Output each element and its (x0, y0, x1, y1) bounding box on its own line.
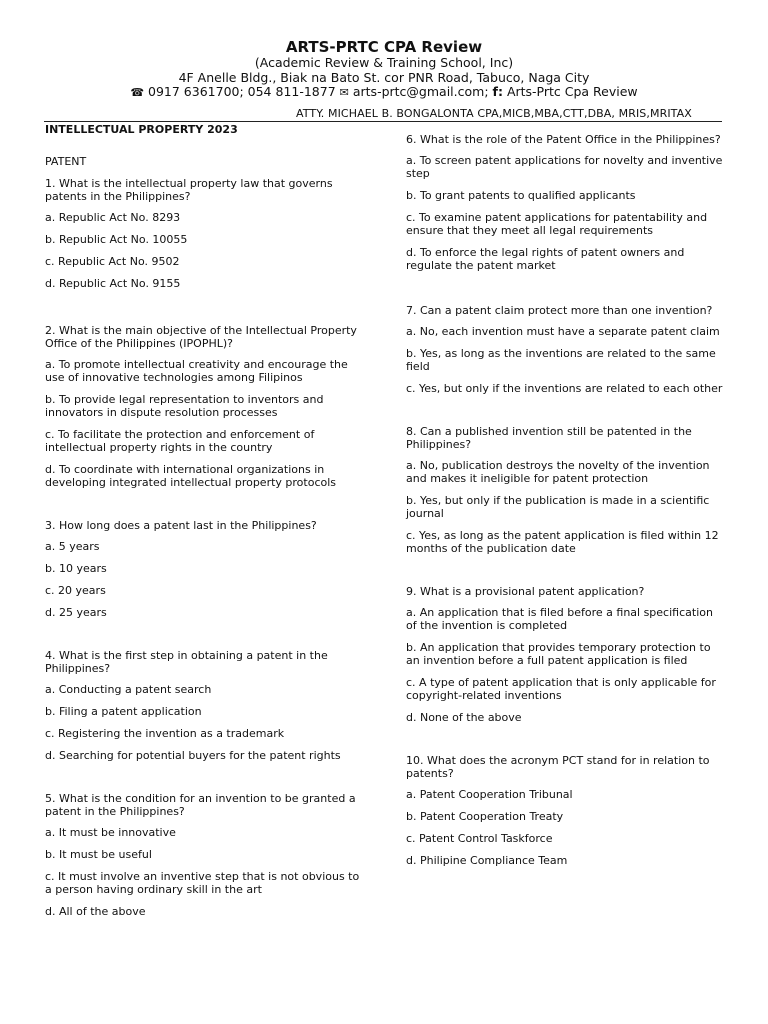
question-block (45, 792, 363, 918)
question-block (45, 177, 363, 290)
answer-option: b. Filing a patent application (45, 705, 202, 718)
author-line: ATTY. MICHAEL B. BONGALONTA CPA,MICB,MBA,CTT,DBA, MRIS,MRITAX (296, 107, 692, 120)
question-text: 9. What is a provisional patent application? (406, 585, 645, 598)
section-heading: PATENT (45, 155, 87, 168)
question-spacer (45, 290, 363, 324)
answer-option: c. Registering the invention as a trademark (45, 727, 285, 740)
answer-option: a. It must be innovative (45, 826, 176, 839)
answer-option: a. No, publication destroys the novelty of the invention and makes it ineligible for patent protection (406, 459, 710, 485)
answer-option: d. 25 years (45, 606, 107, 619)
question-text: 6. What is the role of the Patent Office in the Philippines? (406, 133, 721, 146)
question-text: 10. What does the acronym PCT stand for in relation to patents? (406, 754, 710, 780)
email-address: arts-prtc@gmail.com; (352, 84, 489, 99)
answer-option: a. Patent Cooperation Tribunal (406, 788, 573, 801)
answer-option: b. Republic Act No. 10055 (45, 233, 188, 246)
question-text: 7. Can a patent claim protect more than one invention? (406, 304, 713, 317)
answer-option: b. An application that provides temporary protection to an invention before a full patent application is filed (406, 641, 711, 667)
answer-option: a. Republic Act No. 8293 (45, 211, 181, 224)
school-subtitle: (Academic Review & Training School, Inc) (254, 55, 514, 70)
answer-option: a. To promote intellectual creativity and encourage the use of innovative technologies among Filipinos (45, 358, 348, 384)
question-spacer (406, 555, 724, 585)
header-divider (44, 121, 722, 122)
answer-option: b. It must be useful (45, 848, 152, 861)
contact-line (0, 85, 768, 101)
question-block (406, 304, 724, 395)
school-address: 4F Anelle Bldg., Biak na Bato St. cor PNR Road, Tabuco, Naga City (178, 69, 590, 85)
question-block (45, 324, 363, 489)
answer-option: c. It must involve an inventive step that is not obvious to a person having ordinary skill in the art (45, 870, 360, 896)
answer-option: c. Patent Control Taskforce (406, 832, 553, 845)
answer-option: b. To grant patents to qualified applicants (406, 189, 636, 202)
answer-option: c. Yes, as long as the patent application is filed within 12 months of the publication date (406, 529, 719, 555)
answer-option: c. To facilitate the protection and enforcement of intellectual property rights in the country (45, 428, 315, 454)
answer-option: c. Yes, but only if the inventions are related to each other (406, 382, 723, 395)
answer-option: a. Conducting a patent search (45, 683, 212, 696)
answer-option: c. A type of patent application that is only applicable for copyright-related inventions (406, 676, 716, 702)
question-block (406, 425, 724, 555)
answer-option: d. To coordinate with international organizations in developing integrated intellectual property protocols (45, 463, 337, 489)
question-spacer (406, 724, 724, 754)
question-text: 1. What is the intellectual property law that governs patents in the Philippines? (45, 177, 333, 203)
mail-icon: ✉ (339, 86, 349, 99)
answer-option: b. Yes, but only if the publication is made in a scientific journal (406, 494, 710, 520)
question-block (406, 133, 724, 272)
facebook-page: Arts-Prtc Cpa Review (506, 84, 638, 99)
question-block (406, 754, 724, 867)
phone-numbers: 0917 6361700; 054 811-1877 (148, 84, 336, 99)
answer-option: d. Searching for potential buyers for the patent rights (45, 749, 341, 762)
question-block (45, 649, 363, 762)
left-question-column (45, 177, 363, 918)
phone-icon: ☎ (130, 86, 145, 99)
answer-option: b. Patent Cooperation Treaty (406, 810, 564, 823)
question-text: 3. How long does a patent last in the Philippines? (45, 519, 317, 532)
answer-option: b. Yes, as long as the inventions are related to the same field (406, 347, 716, 373)
answer-option: b. To provide legal representation to inventors and innovators in dispute resolution processes (45, 393, 324, 419)
answer-option: d. None of the above (406, 711, 522, 724)
question-text: 8. Can a published invention still be patented in the Philippines? (406, 425, 692, 451)
question-text: 4. What is the first step in obtaining a patent in the Philippines? (45, 649, 328, 675)
question-spacer (45, 762, 363, 792)
answer-option: a. An application that is filed before a final specification of the invention is completed (406, 606, 713, 632)
answer-option: d. Republic Act No. 9155 (45, 277, 181, 290)
document-title: INTELLECTUAL PROPERTY 2023 (45, 123, 238, 136)
answer-option: a. To screen patent applications for novelty and inventive step (406, 154, 723, 180)
facebook-label: f: (492, 84, 503, 99)
right-question-column (406, 133, 724, 867)
school-title: ARTS-PRTC CPA Review (285, 38, 483, 56)
answer-option: d. All of the above (45, 905, 146, 918)
answer-option: d. Philipine Compliance Team (406, 854, 568, 867)
answer-option: a. 5 years (45, 540, 100, 553)
letterhead (0, 38, 768, 101)
answer-option: b. 10 years (45, 562, 107, 575)
question-block (45, 519, 363, 619)
question-block (406, 585, 724, 724)
answer-option: c. Republic Act No. 9502 (45, 255, 180, 268)
question-text: 5. What is the condition for an invention to be granted a patent in the Philippines? (45, 792, 356, 818)
question-spacer (406, 395, 724, 425)
question-spacer (406, 272, 724, 304)
question-spacer (45, 489, 363, 519)
answer-option: c. 20 years (45, 584, 106, 597)
answer-option: d. To enforce the legal rights of patent owners and regulate the patent market (406, 246, 685, 272)
question-spacer (45, 619, 363, 649)
answer-option: a. No, each invention must have a separate patent claim (406, 325, 720, 338)
question-text: 2. What is the main objective of the Intellectual Property Office of the Philippines (IPOPHL)? (45, 324, 357, 350)
answer-option: c. To examine patent applications for patentability and ensure that they meet all legal requirements (406, 211, 708, 237)
